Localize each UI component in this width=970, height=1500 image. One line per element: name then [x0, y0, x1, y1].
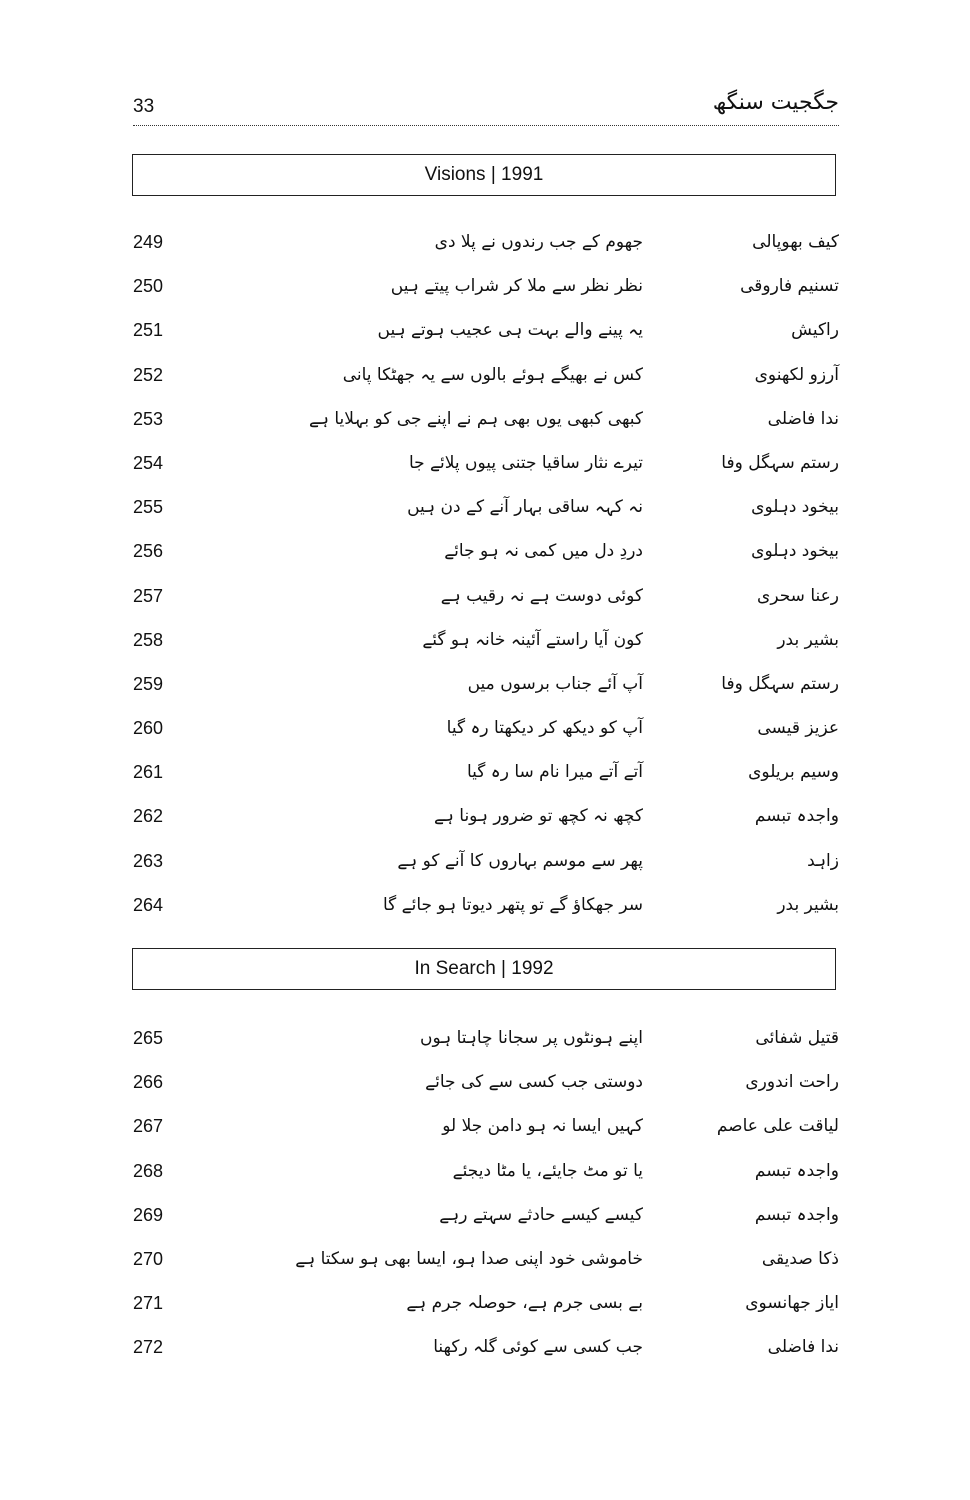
- entry-title: آپ کو دیکھ کر دیکھتا رہ گیا: [446, 718, 643, 739]
- entry-poet: رستم سہگل وفا: [721, 673, 839, 694]
- entry-number: 251: [133, 320, 164, 341]
- entry-poet: واجدہ تبسم: [754, 1204, 839, 1225]
- entry-title: بے بسی جرم ہے، حوصلہ جرم ہے: [406, 1293, 643, 1314]
- entry-poet: راکیش: [791, 320, 839, 341]
- entry-number: 253: [133, 408, 164, 429]
- entry-title: کبھی کبھی یوں بھی ہم نے اپنے جی کو بہلایا ہے: [309, 408, 643, 429]
- entry-poet: بیخود دہلوی: [751, 497, 839, 518]
- entry-title: یہ پینے والے بہت ہی عجیب ہوتے ہیں: [377, 320, 643, 341]
- list-item: [133, 1159, 839, 1203]
- entry-poet: ایاز جھانسوی: [745, 1293, 839, 1314]
- entry-title: کہیں ایسا نہ ہو دامن جلا لو: [442, 1116, 643, 1137]
- entry-title: آتے آتے میرا نام سا رہ گیا: [466, 762, 643, 783]
- list-item: [133, 893, 839, 937]
- list-item: [133, 1114, 839, 1158]
- list-item: [133, 230, 839, 274]
- entry-title: تیرے نثار ساقیا جتنی پیوں پلائے جا: [408, 452, 643, 473]
- entry-poet: تسنیم فاروقی: [740, 276, 839, 297]
- entry-poet: بشیر بدر: [777, 629, 839, 650]
- list-item: [133, 716, 839, 760]
- entry-poet: ندا فاضلی: [767, 1337, 839, 1358]
- entry-title: کوئی دوست ہے نہ رقیب ہے: [440, 585, 643, 606]
- entry-number: 263: [133, 850, 164, 871]
- entry-title: یا تو مٹ جایئے، یا مٹا دیجئے: [452, 1160, 643, 1181]
- entry-poet: واجدہ تبسم: [754, 1160, 839, 1181]
- list-item: [133, 1335, 839, 1379]
- entry-title: نظر نظر سے ملا کر شراب پیتے ہیں: [390, 276, 643, 297]
- entry-poet: زاہد: [807, 850, 839, 871]
- entry-title: دوستی جب کسی سے کی جائے: [425, 1072, 643, 1093]
- entry-number: 270: [133, 1248, 164, 1269]
- list-item: [133, 849, 839, 893]
- entry-list-visions: [133, 230, 839, 937]
- entry-title: نہ کہہ ساقی بہار آنے کے دن ہیں: [407, 497, 643, 518]
- entry-number: 261: [133, 762, 164, 783]
- list-item: [133, 804, 839, 848]
- entry-number: 265: [133, 1028, 164, 1048]
- entry-number: 269: [133, 1204, 164, 1225]
- list-item: [133, 1070, 839, 1114]
- list-item: [133, 1247, 839, 1291]
- entry-poet: وسیم بریلوی: [748, 762, 839, 783]
- entry-title: کون آیا راستے آئینہ خانہ ہو گئے: [422, 629, 643, 650]
- list-item: [133, 1026, 839, 1070]
- entry-title: کیسے کیسے حادثے سہتے رہے: [439, 1204, 643, 1225]
- entry-poet: ذکا صدیقی: [761, 1248, 839, 1269]
- entry-title: خاموشی خود اپنی صدا ہو، ایسا بھی ہو سکتا ہے: [295, 1248, 643, 1269]
- entry-poet: واجدہ تبسم: [754, 806, 839, 827]
- entry-poet: رعنا سحری: [757, 585, 839, 606]
- entry-number: 268: [133, 1160, 164, 1181]
- entry-number: 267: [133, 1116, 164, 1137]
- entry-number: 259: [133, 673, 164, 694]
- list-item: [133, 1291, 839, 1335]
- entry-number: 254: [133, 452, 164, 473]
- entry-number: 272: [133, 1337, 164, 1358]
- page-number: 33: [133, 96, 155, 117]
- entry-number: 249: [133, 232, 164, 252]
- entry-poet: کیف بھوپالی: [752, 232, 839, 252]
- list-item: [133, 584, 839, 628]
- entry-title: سر جھکاؤ گے تو پتھر دیوتا ہو جائے گا: [382, 894, 643, 915]
- list-item: [133, 451, 839, 495]
- entry-number: 255: [133, 497, 164, 518]
- entry-number: 266: [133, 1072, 164, 1093]
- entry-title: کچھ نہ کچھ تو ضرور ہونا ہے: [433, 806, 643, 827]
- entry-number: 256: [133, 541, 164, 562]
- list-item: [133, 1203, 839, 1247]
- list-item: [133, 274, 839, 318]
- entry-title: آپ آئے جناب برسوں میں: [467, 673, 643, 694]
- entry-title: جھوم کے جب رندوں نے پلا دی: [434, 232, 643, 252]
- list-item: [133, 363, 839, 407]
- entry-number: 258: [133, 629, 164, 650]
- entry-title: جب کسی سے کوئی گلہ رکھنا: [433, 1337, 643, 1358]
- entry-poet: بیخود دہلوی: [751, 541, 839, 562]
- entry-list-in-search: [133, 1026, 839, 1380]
- section-heading-in-search: In Search | 1992: [132, 948, 836, 990]
- entry-title: اپنے ہونٹوں پر سجانا چاہتا ہوں: [419, 1028, 643, 1048]
- entry-poet: ندا فاضلی: [767, 408, 839, 429]
- list-item: [133, 760, 839, 804]
- header-rule: [133, 125, 839, 126]
- entry-title: کس نے بھیگے ہوئے بالوں سے یہ جھٹکا پانی: [342, 364, 643, 385]
- entry-number: 257: [133, 585, 164, 606]
- entry-title: دردِ دل میں کمی نہ ہو جائے: [444, 541, 643, 562]
- entry-poet: راحت اندوری: [745, 1072, 839, 1093]
- entry-number: 252: [133, 364, 164, 385]
- entry-number: 271: [133, 1293, 164, 1314]
- entry-title: پھر سے موسم بہاروں کا آنے کو ہے: [397, 850, 643, 871]
- entry-number: 264: [133, 894, 164, 915]
- list-item: [133, 628, 839, 672]
- list-item: [133, 495, 839, 539]
- section-heading-visions: Visions | 1991: [132, 154, 836, 196]
- entry-number: 260: [133, 718, 164, 739]
- entry-poet: آرزو لکھنوی: [754, 364, 839, 385]
- page-header: [133, 90, 839, 130]
- entry-poet: قتیل شفائی: [755, 1028, 839, 1048]
- list-item: [133, 539, 839, 583]
- entry-number: 262: [133, 806, 164, 827]
- list-item: [133, 672, 839, 716]
- entry-poet: عزیز قیسی: [757, 718, 839, 739]
- book-title: جگجیت سنگھ: [712, 90, 839, 115]
- entry-poet: بشیر بدر: [777, 894, 839, 915]
- entry-poet: رستم سہگل وفا: [721, 452, 839, 473]
- list-item: [133, 407, 839, 451]
- list-item: [133, 318, 839, 362]
- entry-number: 250: [133, 276, 164, 297]
- entry-poet: لیاقت علی عاصم: [716, 1116, 839, 1137]
